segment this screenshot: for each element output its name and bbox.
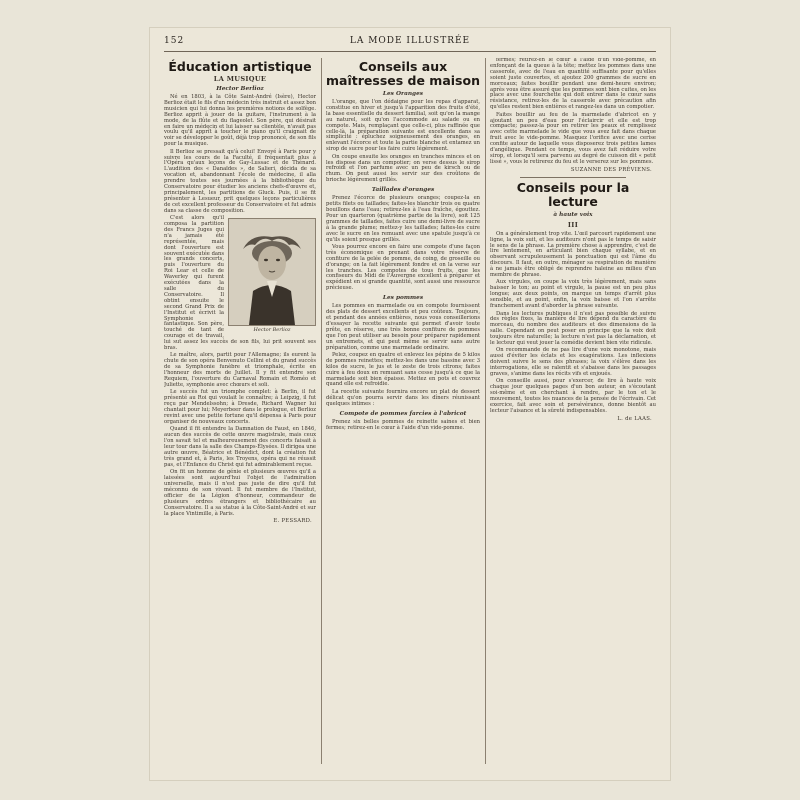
paragraph: Prenez l'écorce de plusieurs oranges; coupez-la en petits filets ou taillades; faites-les blanchir trois ou quatre bouillons dans l'eau; retirez-les à l'eau fraîche, égouttez. Pour un quarteron (quatrième partie de la livre), soit 125 grammes de taillades, faites cuire une demi-livre de sucre à la grande plume; mettez-y les taillades; faites-les cuire avec le sucre en les remuant avec une spatule jusqu'à ce qu'ils soient presque grillés. <box>326 195 480 243</box>
paragraph: Né en 1803, à la Côte Saint-André (Isère), Hector Berlioz était le fils d'un médecin très instruit et assez bon musicien qui lui donna les premières notions de solfège. Berlioz apprit à jouer de la guitare, l'instrument à la mode, de la flûte et du flageolet. Son père, qui désirait en faire un médecin et lui laisser sa clientèle, n'avait pas voulu qu'il apprît à toucher le piano qu'il craignait de voir se développer le goût, déjà trop prononcé, de son fils pour la musique. <box>164 94 316 148</box>
paragraph: On recommande de ne pas lire d'une voix monotone, mais aussi d'éviter les éclats et les exagérations. Les inflexions doivent suivre le sens des phrases; la voix s'élève dans les interrogations, elle se ralentit et s'abaisse dans les passages graves, s'anime dans les récits vifs et enjoués. <box>490 347 656 378</box>
paragraph: La recette suivante fournira encore un plat de dessert délicat qu'on pourra servir dans les dîners réunissant quelques intimes : <box>326 388 480 407</box>
section-rule <box>520 177 626 178</box>
paragraph: On coupe ensuite les oranges en tranches minces et on les dispose dans un compotier; on verse dessus le sirop refroidi et l'on parfume avec un peu de kirsch ou de rhum. On peut aussi les servir sur des croûtons de brioche légèrement grillés. <box>326 153 480 184</box>
page-number: 152 <box>164 36 185 46</box>
paragraph: Les pommes en marmelade ou en compote fournissent des plats de dessert excellents et peu coûteux. Toujours, et pendant des années entières, nous vous conseillerions d'essayer la recette suivante qui permet d'avoir toute prête, en réserve, une très bonne confiture de pommes que l'on peut utiliser au besoin pour préparer rapidement un entremets, et qui peut même se servir sans autre préparation, comme une marmelade ordinaire. <box>326 303 480 351</box>
article-title: Conseils aux maîtresses de maison <box>326 59 480 88</box>
section-heading: Taillades d'oranges <box>371 187 435 194</box>
masthead: LA MODE ILLUSTRÉE <box>349 36 471 46</box>
paragraph: fermes; retirez-en le cœur à l'aide d'un vide-pomme, en enfonçant de la queue à la tête; mettez les pommes dans une casserole, avec de l'eau en quantité suffisante pour qu'elles soient juste couvertes, et ajoutez 200 grammes de sucre en morceaux; faites bouillir pendant une demi-heure environ; après vous être assuré que les pommes sont bien cuites, on les place avec une fourchette qui doit entrer dans le cœur sans résistance, retirez-les de la casserole avec précaution afin qu'elles restent bien entières et rangez-les dans un compotier. <box>490 58 656 111</box>
section-heading: Les Oranges <box>382 91 424 97</box>
section-heading: Compote de pommes farcies à l'abricot <box>339 410 467 417</box>
paragraph: Il Berlioz se pressait qu'à celui! Envoyé à Paris pour y suivre les cours de la Faculté, il fréquentait plus à l'Opéra qu'aux leçons de Gay-Lussac et de Thénard. L'audition des « Danaïdes », de Salieri, décida de sa vocation et, abandonnant l'école de médecine, il alla prendre toutes ses journées à la bibliothèque du Conservatoire pour étudier les anciens chefs-d'œuvre et, principalement, les partitions de Gluck. Puis, il se fit présenter à Lesueur, prit quelques leçons particulières de cet excellent professeur du Conservatoire et fut admis dans sa classe de composition. <box>164 148 316 214</box>
berlioz-portrait-icon <box>229 219 315 325</box>
portrait-engraving <box>228 218 316 326</box>
paragraph: Le maître, alors, partit pour l'Allemagne; ils eurent la chute de son opéra Benvenuto Cellini et du grand succès de sa Symphonie funèbre et triomphale, écrite en l'honneur des morts de Juillet. Il y fit entendre son Requiem, l'ouverture du Carnaval Romain et Roméo et Juliette, symphonie avec chœurs et soli. <box>164 352 316 388</box>
author-signature: E. PESSARD. <box>273 518 312 525</box>
author-signature: SUZANNE DES PRÉVIENS. <box>570 166 652 173</box>
paragraph: On a généralement trop vite. L'œil parcourt rapidement une ligne, la voix suit, et les auditeurs n'ont pas le temps de saisir le sens de la phrase. La première chose à apprendre, c'est de lire lentement, en articulant bien chaque syllabe, et en observant scrupuleusement la ponctuation qui est l'âme du discours. Il faut, en outre, ménager sa respiration de manière à ne jamais être obligé de reprendre haleine au milieu d'un membre de phrase. <box>490 230 656 279</box>
paragraph: Prenez six belles pommes de reinette saines et bien fermes; retirez-en le cœur à l'aide d'un vide-pomme. <box>326 418 480 431</box>
section-heading: Hector Berlioz <box>216 86 264 92</box>
paragraph: L'orange, que l'on dédaigne pour les repas d'apparat, constitue en hiver et jusqu'à l'apparition des fruits d'été, la base essentielle du dessert familial, soit qu'on la mange au naturel, soit qu'on l'accommode au salade ou en compote. Mais, remplaçant que celle-ci, plus raffinée que celle-là, la préparation suivante est excellente dans sa simplicité : épluchez soigneusement des oranges, en enlevant l'écorce et toute la partie blanche et entamez un sirop de sucre pour les faire cuire légèrement. <box>326 99 480 153</box>
portrait-figure <box>228 218 316 334</box>
header-rule <box>164 51 656 52</box>
column-education-artistique <box>164 58 316 770</box>
chapter-numeral: III <box>567 220 579 229</box>
paragraph: Vous pourrez encore en faire une compote d'une façon très économique en prenant dans votre réserve de confiture de la gelée de pomme, de coing, de groseille ou d'orange; on la fait légèrement fondre et on la verse sur les tranches. Les compotes de tous fruits, que les confiseurs du Midi de l'Auvergne excellent à préparer et expédient en si grande quantité, sont aussi une ressource précieuse. <box>326 243 480 292</box>
paragraph: Pelez, coupez en quatre et enlevez les pépins de 5 kilos de pommes reinettes; mettez-les dans une bassine avec 3 kilos de sucre, le jus et le zeste de trois citrons; faites cuire à feu doux en remuant sans cesse jusqu'à ce que la marmelade soit bien épaisse. Mettez en pots et couvrez quand elle est refroidie. <box>326 351 480 388</box>
paragraph: Quand il fit entendre la Damnation de Faust, en 1846, aucun des succès de cette œuvre magistrale, mais ceux l'on savait tel et malheureusement des concerts faisait à leur tour dans la salle des Champs-Élysées. Il dirigea une autre œuvre, Béatrice et Bénédict, dont la création fut très grand et, à Paris, les Troyens, opéra qui ne réussit pas, et l'Enfance du Christ qui fut admirablement reçue. <box>164 426 316 468</box>
portrait-caption: Hector Berlioz <box>253 327 291 334</box>
column-right <box>490 58 656 770</box>
article-title: Éducation artistique <box>168 59 312 74</box>
column-conseils-maitresses <box>326 58 480 770</box>
newspaper-page <box>150 28 670 780</box>
column-divider <box>485 58 486 764</box>
paragraph: Le succès fut un triomphe complet: à Berlin, il fut présenté au Roi qui voulait le connaître; à Leipzig, il fut reçu par Mendelssohn; à Dresde, Richard Wagner lui chantait pour lui; Meyerbeer dans le prologue, et Berlioz revint avec une petite fortune qu'il dépensa à Paris pour organiser de nouveaux concerts. <box>164 389 316 425</box>
author-signature: L. de LAAS. <box>617 415 652 422</box>
paragraph: Faites bouillir au feu de la marmelade d'abricot en y ajoutant un peu d'eau pour l'éclaircir et elle est trop compacte; passez-la pour en retirer les peaux et remplissez avec cette marmelade le vide que vous avez fait dans chaque fruit avec le vide-pomme. Masquez l'orifice avec une cerise confite autour de laquelle vous disposerez trois petites lames d'angélique. Pendant ce temps, vous avez fait réduire votre sirop, et lorsqu'il sera parvenu au degré de cuisson dit « petit lissé », vous le retirerez du feu et le verserez sur les pommes. <box>490 111 656 165</box>
paragraph: On fit un homme de génie et plusieurs œuvres qu'il a laissées sont aujourd'hui l'objet de l'admiration universelle, mais il n'est pas juste de dire qu'il fut méconnu de son vivant. Il fut membre de l'Institut, officier de la Légion d'honneur, commandeur de plusieurs ordres étrangers et bibliothécaire au Conservatoire. Il a sa statue à la Côte-Saint-André et sur la place Vintimille, à Paris. <box>164 469 316 517</box>
column-divider <box>321 58 322 764</box>
article-title: Conseils pour la lecture <box>516 179 630 209</box>
article-subtitle: LA MUSIQUE <box>213 75 267 83</box>
paragraph: C'est alors qu'il composa la partition des Francs Juges qui n'a jamais été représentée, mais dont l'ouverture est souvent exécutée dans les grands concerts, puis l'ouverture du Roi Lear et celle de Waverley qui furent exécutées dans la salle du Conservatoire. Il obtint ensuite le second Grand Prix de l'Institut et écrivit la Symphonie fantastique. Son père, touché de tant de courage et de travail, lui sut assez les succès de son fils, lui prit souvent ses bras. <box>164 215 316 352</box>
paragraph: On conseille aussi, pour s'exercer, de lire à haute voix chaque jour quelques pages d'un bon auteur, en s'écoutant soi-même et en cherchant à rendre, par le ton et le mouvement, toutes les nuances de la pensée de l'écrivain. Cet exercice, fait avec soin et persévérance, donne bientôt au lecteur l'aisance et la sûreté indispensables. <box>490 378 656 414</box>
paragraph: Aux virgules, on coupe la voix très légèrement, mais sans baisser le ton; au point et virgule, la pause est un peu plus longue; aux deux points, on marque un temps d'arrêt plus sensible, et au point, enfin, la voix baisse et l'on s'arrête franchement avant d'aborder la phrase suivante. <box>490 279 656 310</box>
page-header <box>164 36 656 52</box>
paragraph: Dans les lectures publiques il n'est pas possible de suivre des règles fixes, la manière de lire dépend du caractère du morceau, du nombre des auditeurs et des dimensions de la salle. Cependant on peut poser en principe que la voix doit toujours être naturelle; la lecture n'est pas la déclamation, et le lecteur qui veut jouer la comédie devient bien vite ridicule. <box>490 310 656 347</box>
article-subtitle: à haute voix <box>553 211 593 218</box>
section-heading: Les pommes <box>382 295 424 302</box>
